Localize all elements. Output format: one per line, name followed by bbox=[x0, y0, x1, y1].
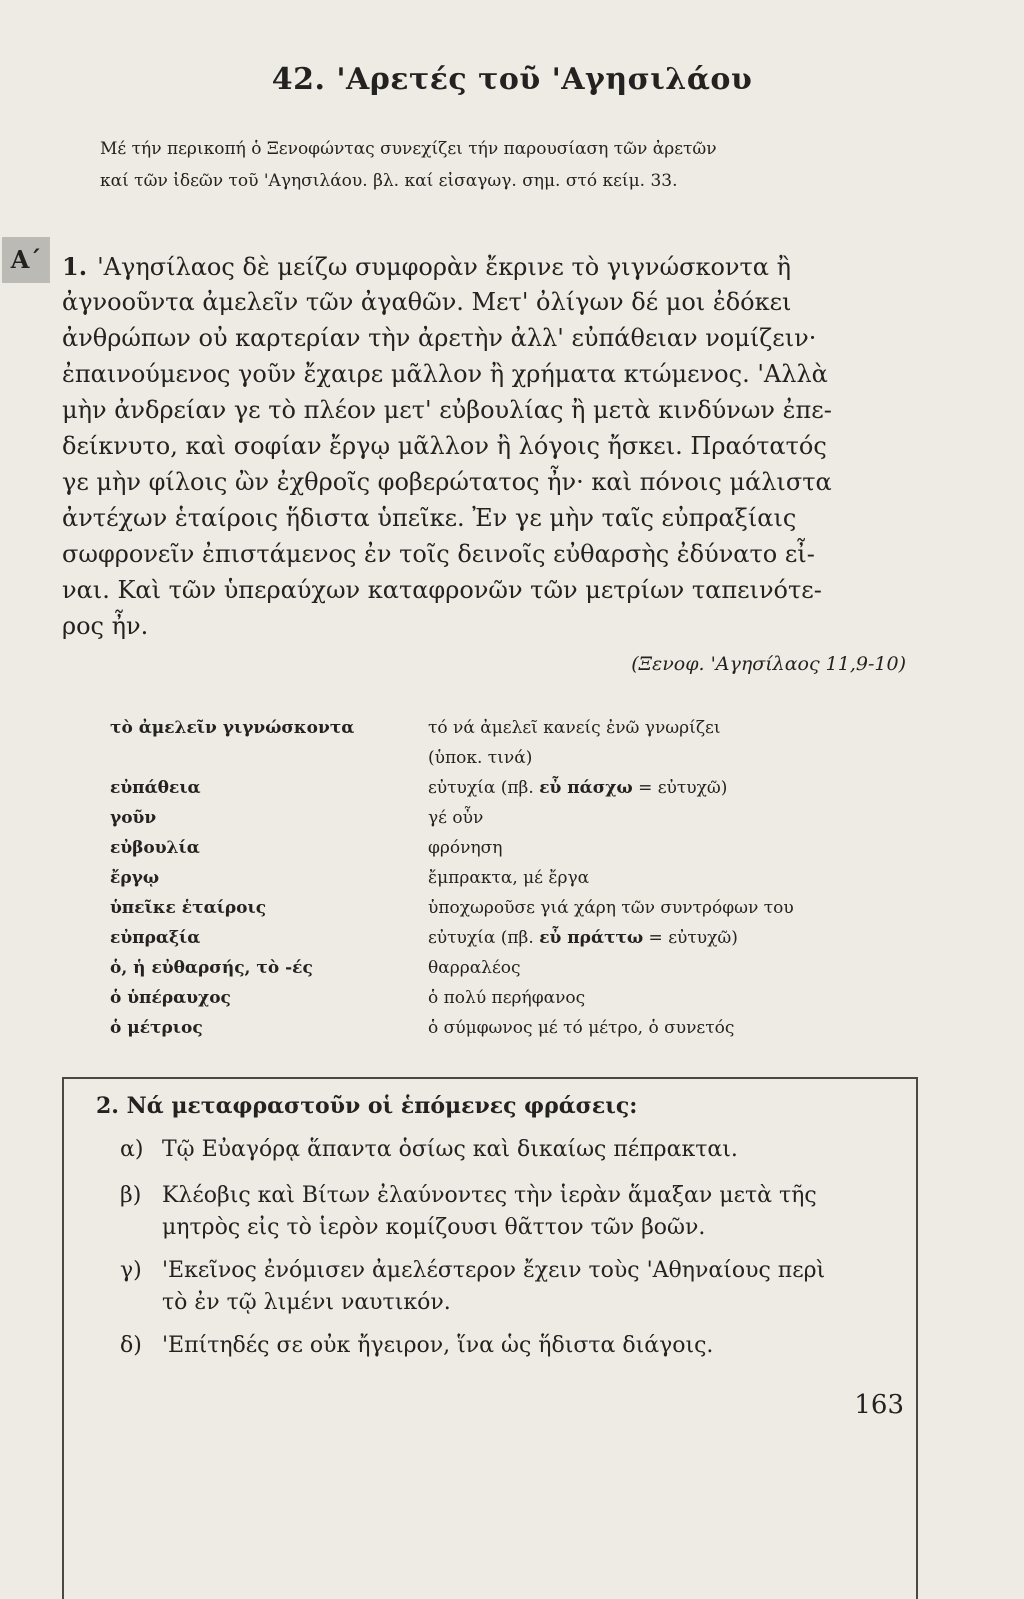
exercise-item-text: 'Εκεῖνος ἐνόμισεν ἀμελέστερον ἔχειν τοὺς 'Αθηναίους περὶ bbox=[162, 1258, 826, 1283]
exercise-item-label: α) bbox=[120, 1137, 144, 1162]
passage-line: ἀντέχων ἑταίροις ἥδιστα ὑπεῖκε. Ἐν γε μὴν ταῖς εὐπραξίαις bbox=[62, 504, 797, 532]
intro-line: καί τῶν ἰδεῶν τοῦ 'Αγησιλάου. βλ. καί εἰσαγωγ. σημ. στό κείμ. 33. bbox=[100, 171, 678, 191]
exercise-item-label: β) bbox=[120, 1183, 142, 1208]
passage-line: ἀνθρώπων οὐ καρτερίαν τὴν ἀρετὴν ἀλλ' εὐπάθειαν νομίζειν· bbox=[62, 324, 817, 352]
passage-line: δείκνυτο, καὶ σοφίαν ἔργῳ μᾶλλον ἢ λόγοις ἤσκει. Πραότατός bbox=[62, 432, 827, 460]
glossary-term: ὁ, ἡ εὐθαρσής, τὸ -ές bbox=[110, 958, 313, 978]
page-number: 163 bbox=[854, 1390, 904, 1420]
glossary-term: γοῦν bbox=[110, 808, 157, 828]
passage-line: μὴν ἀνδρείαν γε τὸ πλέον μετ' εὐβουλίας ἢ μετὰ κινδύνων ἐπε- bbox=[62, 396, 832, 424]
exercise-item-label: γ) bbox=[120, 1258, 142, 1283]
passage-number: 1. bbox=[62, 252, 88, 281]
glossary-term: εὐπραξία bbox=[110, 928, 201, 948]
passage-line: ναι. Καὶ τῶν ὑπεραύχων καταφρονῶν τῶν μετρίων ταπεινότε- bbox=[62, 576, 822, 604]
glossary-term: ὁ μέτριος bbox=[110, 1018, 203, 1038]
passage-line: ἀγνοοῦντα ἀμελεῖν τῶν ἀγαθῶν. Μετ' ὀλίγων δέ μοι ἐδόκει bbox=[62, 288, 792, 316]
intro-line: Μέ τήν περικοπή ὁ Ξενοφώντας συνεχίζει τήν παρουσίαση τῶν ἀρετῶν bbox=[100, 139, 717, 159]
glossary-definition: εὐτυχία (πβ. εὖ πράττω = εὐτυχῶ) bbox=[428, 928, 738, 948]
glossary-term: ἔργῳ bbox=[110, 868, 160, 888]
glossary-definition: ὑποχωροῦσε γιά χάρη τῶν συντρόφων του bbox=[428, 898, 794, 918]
glossary-term: εὐβουλία bbox=[110, 838, 200, 858]
glossary-definition: τό νά ἀμελεῖ κανείς ἐνῶ γνωρίζει bbox=[428, 718, 721, 738]
glossary-definition: γέ οὖν bbox=[428, 808, 484, 828]
section-marker: Α΄ bbox=[2, 237, 50, 283]
exercise-heading: 2. Νά μεταφραστοῦν οἱ ἑπόμενες φράσεις: bbox=[96, 1093, 638, 1119]
glossary-definition: ὁ σύμφωνος μέ τό μέτρο, ὁ συνετός bbox=[428, 1018, 735, 1038]
passage-citation: (Ξενοφ. 'Αγησίλαος 11,9-10) bbox=[631, 653, 906, 675]
exercise-item-text: τὸ ἐν τῷ λιμένι ναυτικόν. bbox=[162, 1290, 451, 1315]
exercise-item-text: Τῷ Εὐαγόρᾳ ἅπαντα ὁσίως καὶ δικαίως πέπρακται. bbox=[162, 1137, 738, 1162]
lesson-title: 42. 'Αρετές τοῦ 'Αγησιλάου bbox=[271, 62, 753, 97]
glossary-definition: εὐτυχία (πβ. εὖ πάσχω = εὐτυχῶ) bbox=[428, 778, 728, 798]
glossary-definition: (ὑποκ. τινά) bbox=[428, 748, 533, 768]
exercise-item-text: Κλέοβις καὶ Βίτων ἐλαύνοντες τὴν ἱερὰν ἅμαξαν μετὰ τῆς bbox=[162, 1183, 817, 1208]
glossary-term: ὑπεῖκε ἑταίροις bbox=[110, 898, 267, 918]
lesson-intro bbox=[100, 133, 900, 197]
glossary-term: ὁ ὑπέραυχος bbox=[110, 988, 231, 1008]
passage-line: 1. 'Αγησίλαος δὲ μείζω συμφορὰν ἔκρινε τὸ γιγνώσκοντα ἢ bbox=[62, 252, 791, 281]
exercise-item-text: μητρὸς εἰς τὸ ἱερὸν κομίζουσι θᾶττον τῶν βοῶν. bbox=[162, 1215, 706, 1240]
glossary-definition: ὁ πολύ περήφανος bbox=[428, 988, 586, 1008]
glossary-definition: φρόνηση bbox=[428, 838, 503, 858]
exercise-item-text: 'Επίτηδές σε οὐκ ἤγειρον, ἵνα ὡς ἥδιστα διάγοις. bbox=[162, 1333, 714, 1358]
passage-line: ἐπαινούμενος γοῦν ἔχαιρε μᾶλλον ἢ χρήματα κτώμενος. 'Αλλὰ bbox=[62, 360, 828, 388]
exercise-item-label: δ) bbox=[120, 1333, 142, 1358]
glossary-definition: θαρραλέος bbox=[428, 958, 521, 978]
glossary-definition: ἔμπρακτα, μέ ἔργα bbox=[428, 868, 590, 888]
passage-line: ρος ἦν. bbox=[62, 612, 149, 640]
glossary-term: εὐπάθεια bbox=[110, 778, 201, 798]
passage-line: γε μὴν φίλοις ὢν ἐχθροῖς φοβερώτατος ἦν· καὶ πόνοις μάλιστα bbox=[62, 468, 832, 496]
glossary-term: τὸ ἀμελεῖν γιγνώσκοντα bbox=[110, 718, 355, 738]
passage-line: σωφρονεῖν ἐπιστάμενος ἐν τοῖς δεινοῖς εὐθαρσὴς ἐδύνατο εἶ- bbox=[62, 540, 815, 568]
